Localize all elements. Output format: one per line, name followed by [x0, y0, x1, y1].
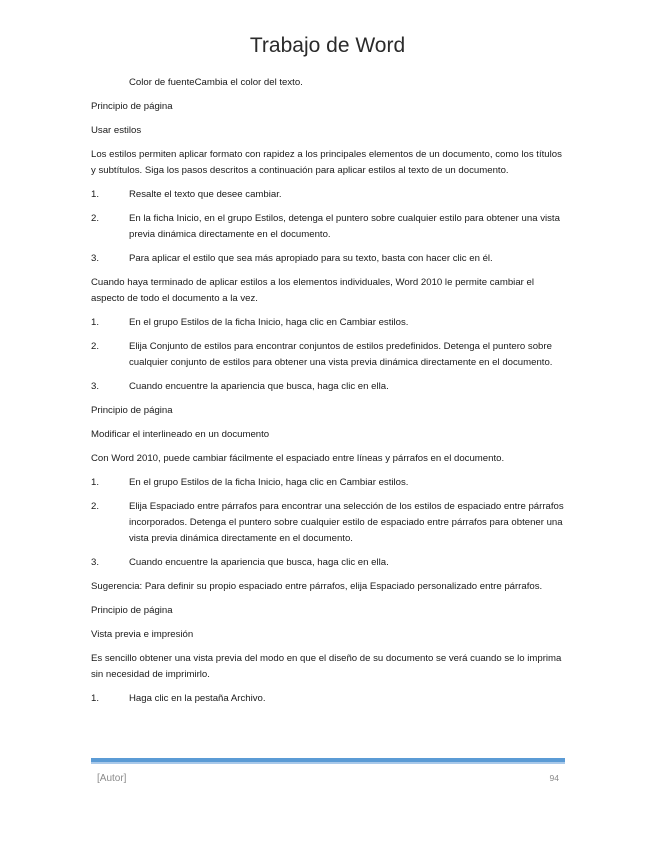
paragraph: Con Word 2010, puede cambiar fácilmente el espaciado entre líneas y párrafos en el documento.: [91, 453, 505, 464]
list-item: [91, 499, 565, 547]
section-heading: Modificar el interlineado en un documento: [91, 429, 270, 440]
list-text: Cuando encuentre la apariencia que busca, haga clic en ella.: [129, 557, 389, 568]
list-number: 2.: [91, 501, 100, 512]
footer-author: [Autor]: [97, 773, 127, 784]
paragraph-link: Principio de página: [91, 101, 173, 112]
section-heading: Usar estilos: [91, 125, 142, 136]
list-text: Resalte el texto que desee cambiar.: [129, 189, 282, 200]
document-body: [91, 75, 565, 715]
paragraph: Los estilos permiten aplicar formato con rapidez a los principales elementos de un documento, como los títulos y subtítulos. Siga los pasos descritos a continuación para aplicar estilos al texto de un documento.: [91, 149, 562, 176]
list-item: [91, 475, 565, 491]
list-item: [91, 691, 565, 707]
list-text: Elija Conjunto de estilos para encontrar conjuntos de estilos predefinidos. Detenga el puntero sobre cualquier conjunto de estilos para obtener una vista previa dinámica directamente en el documento.: [129, 341, 553, 368]
list-item: [91, 251, 565, 267]
section-heading: Vista previa e impresión: [91, 629, 194, 640]
list-text: En la ficha Inicio, en el grupo Estilos, detenga el puntero sobre cualquier estilo para obtener una vista previa dinámica directamente en el documento.: [129, 213, 560, 240]
list-item: [91, 187, 565, 203]
list-text: En el grupo Estilos de la ficha Inicio, haga clic en Cambiar estilos.: [129, 317, 409, 328]
list-number: 1.: [91, 189, 100, 200]
paragraph: Cuando haya terminado de aplicar estilos a los elementos individuales, Word 2010 le permite cambiar el aspecto de todo el documento a la vez.: [91, 277, 534, 304]
list-item: [91, 339, 565, 371]
list-number: 1.: [91, 693, 100, 704]
tip-paragraph: Sugerencia: Para definir su propio espaciado entre párrafos, elija Espaciado personalizado entre párrafos.: [91, 581, 543, 592]
paragraph-link: Principio de página: [91, 605, 173, 616]
list-item: [91, 379, 565, 395]
paragraph: Es sencillo obtener una vista previa del modo en que el diseño de su documento se verá cuando se lo imprima sin necesidad de imprimirlo.: [91, 653, 562, 680]
list-text: Haga clic en la pestaña Archivo.: [129, 693, 266, 704]
footer-divider: [91, 758, 565, 764]
list-number: 3.: [91, 381, 100, 392]
paragraph: Color de fuenteCambia el color del texto.: [129, 77, 303, 88]
list-number: 1.: [91, 317, 100, 328]
page-title: Trabajo de Word: [249, 34, 406, 57]
list-text: Elija Espaciado entre párrafos para encontrar una selección de los estilos de espaciado entre párrafos incorporados. Detenga el puntero sobre cualquier estilo de espaciado entre párrafos para obtener una vista previa dinámica directamente en el documento.: [129, 501, 564, 544]
page-number: 94: [549, 773, 559, 783]
list-number: 3.: [91, 253, 100, 264]
list-number: 3.: [91, 557, 100, 568]
list-item: [91, 555, 565, 571]
list-text: Cuando encuentre la apariencia que busca, haga clic en ella.: [129, 381, 389, 392]
list-text: Para aplicar el estilo que sea más apropiado para su texto, basta con hacer clic en él.: [129, 253, 493, 264]
list-item: [91, 315, 565, 331]
list-text: En el grupo Estilos de la ficha Inicio, haga clic en Cambiar estilos.: [129, 477, 409, 488]
list-number: 2.: [91, 213, 100, 224]
list-number: 2.: [91, 341, 100, 352]
list-number: 1.: [91, 477, 100, 488]
paragraph-link: Principio de página: [91, 405, 173, 416]
list-item: [91, 211, 565, 243]
